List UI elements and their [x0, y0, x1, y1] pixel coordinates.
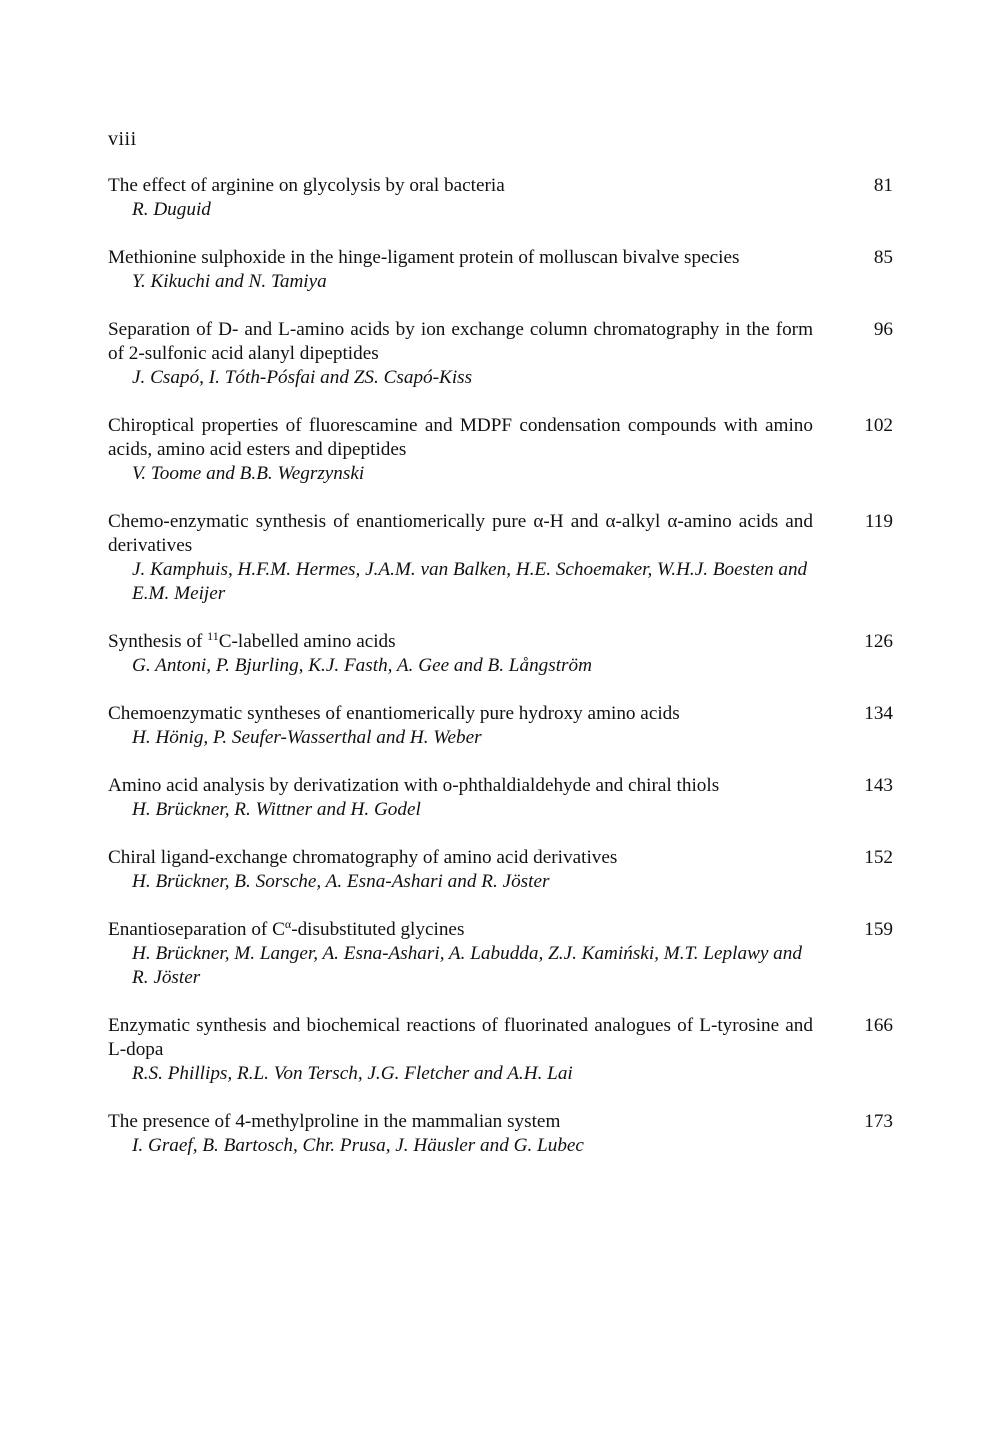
entry-authors: Y. Kikuchi and N. Tamiya: [132, 271, 327, 292]
entry-authors: R. Duguid: [132, 199, 211, 220]
entry-authors: I. Graef, B. Bartosch, Chr. Prusa, J. Häusler and G. Lubec: [132, 1135, 584, 1156]
entry-title: The effect of arginine on glycolysis by oral bacteria: [108, 175, 505, 196]
isotope-superscript: 11: [207, 629, 219, 643]
entry-page-number: 143: [864, 775, 893, 796]
toc-entry: [108, 1014, 893, 1086]
toc-entry: [108, 846, 893, 894]
entry-title: Enzymatic synthesis and biochemical reactions of fluorinated analogues of L-tyrosine and L-dopa: [108, 1015, 813, 1060]
entry-page-number: 81: [873, 175, 893, 196]
entry-title-prefix: Enantioseparation of C: [108, 919, 285, 940]
toc-entry: [108, 918, 893, 990]
entry-page-number: 126: [864, 631, 893, 652]
entry-authors: J. Csapó, I. Tóth-Pósfai and ZS. Csapó-Kiss: [132, 367, 473, 388]
toc-entry: [108, 774, 893, 822]
entry-title-suffix: -disubstituted glycines: [291, 919, 465, 940]
entry-authors: H. Brückner, M. Langer, A. Esna-Ashari, A. Labudda, Z.J. Kamiński, M.T. Leplawy and R. Jöster: [132, 943, 802, 988]
toc-entry: [108, 414, 893, 486]
page-number: viii: [108, 128, 137, 150]
entry-title: Amino acid analysis by derivatization with o-phthaldialdehyde and chiral thiols: [108, 775, 720, 796]
toc-entry: [108, 1110, 893, 1158]
entry-page-number: 85: [873, 247, 893, 268]
entry-page-number: 102: [864, 415, 893, 436]
entry-title: The presence of 4-methylproline in the mammalian system: [108, 1111, 561, 1132]
entry-title-suffix: C-labelled amino acids: [218, 631, 396, 652]
entry-title-prefix: Synthesis of: [108, 631, 208, 652]
entry-title: Methionine sulphoxide in the hinge-ligament protein of molluscan bivalve species: [108, 247, 740, 268]
toc-entry: [108, 630, 893, 678]
toc-entry: [108, 702, 893, 750]
entry-title: Chiral ligand-exchange chromatography of amino acid derivatives: [108, 847, 618, 868]
entry-title: Chemo-enzymatic synthesis of enantiomerically pure α-H and α-alkyl α-amino acids and derivatives: [108, 511, 813, 556]
entry-authors: V. Toome and B.B. Wegrzynski: [132, 463, 365, 484]
entry-page-number: 166: [864, 1015, 893, 1036]
toc-entry: [108, 174, 893, 222]
entry-title: Chemoenzymatic syntheses of enantiomerically pure hydroxy amino acids: [108, 703, 680, 724]
entry-authors: H. Hönig, P. Seufer-Wasserthal and H. Weber: [132, 727, 482, 748]
entry-title: [108, 918, 813, 942]
entry-page-number: 119: [864, 511, 893, 532]
entry-authors: R.S. Phillips, R.L. Von Tersch, J.G. Fletcher and A.H. Lai: [132, 1063, 573, 1084]
entry-page-number: 173: [864, 1111, 893, 1132]
toc-entry: [108, 246, 893, 294]
entry-title: Chiroptical properties of fluorescamine and MDPF condensation compounds with amino acids, amino acid esters and dipeptides: [108, 415, 813, 460]
alpha-superscript: α: [284, 917, 292, 931]
entry-authors: H. Brückner, B. Sorsche, A. Esna-Ashari and R. Jöster: [132, 871, 550, 892]
entry-page-number: 159: [864, 919, 893, 940]
entry-authors: J. Kamphuis, H.F.M. Hermes, J.A.M. van Balken, H.E. Schoemaker, W.H.J. Boesten and E.M. Meijer: [132, 559, 808, 604]
entry-page-number: 134: [864, 703, 893, 724]
entry-authors: H. Brückner, R. Wittner and H. Godel: [132, 799, 421, 820]
entry-page-number: 152: [864, 847, 893, 868]
toc-entry: [108, 510, 893, 606]
entry-page-number: 96: [873, 319, 893, 340]
toc-entry: [108, 318, 893, 390]
entry-title: Separation of D- and L-amino acids by ion exchange column chromatography in the form of 2-sulfonic acid alanyl dipeptides: [108, 319, 813, 364]
entry-authors: G. Antoni, P. Bjurling, K.J. Fasth, A. Gee and B. Långström: [132, 655, 592, 676]
table-of-contents: [108, 174, 893, 1182]
entry-title: [108, 630, 813, 654]
